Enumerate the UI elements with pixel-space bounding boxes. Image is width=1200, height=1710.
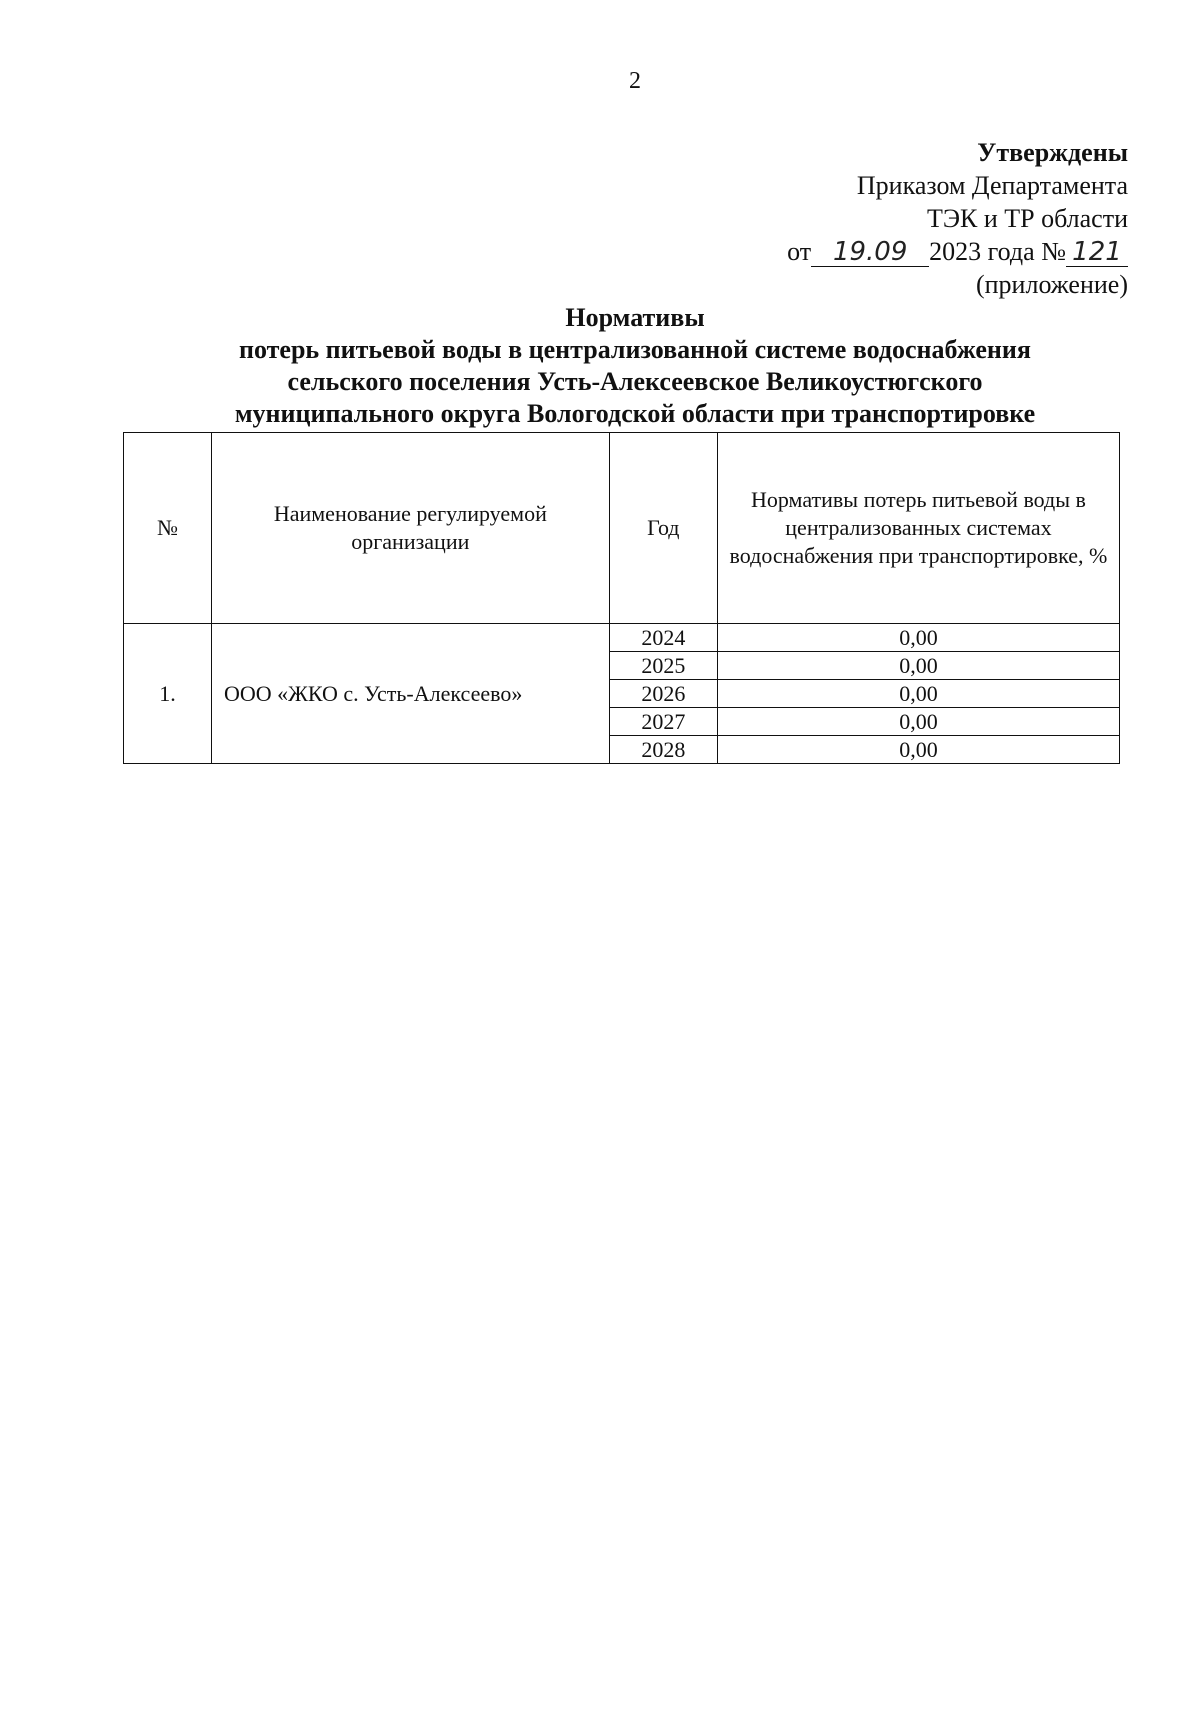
- document-heading: [120, 302, 1150, 430]
- approval-note: (приложение): [975, 270, 1128, 299]
- value-cell: 0,00: [717, 708, 1119, 736]
- table-header-row: [124, 433, 1120, 624]
- handwritten-number: 121: [1066, 238, 1128, 267]
- header-year: Год: [609, 433, 717, 624]
- entry-number: 1.: [124, 624, 212, 764]
- approval-title: Утверждены: [977, 138, 1128, 167]
- approval-line-2: ТЭК и ТР области: [926, 204, 1128, 233]
- subtitle-line-1: потерь питьевой воды в централизованной системе водоснабжения: [239, 335, 1031, 364]
- value-cell: 0,00: [717, 736, 1119, 764]
- value-cell: 0,00: [717, 624, 1119, 652]
- header-organization: Наименование регулируемой организации: [211, 433, 609, 624]
- header-number: №: [124, 433, 212, 624]
- date-prefix: от: [787, 237, 812, 266]
- loss-norms-table: [123, 432, 1120, 764]
- subtitle-line-2: сельского поселения Усть-Алексеевское Великоустюгского: [287, 367, 983, 396]
- value-cell: 0,00: [717, 652, 1119, 680]
- table-row: [124, 624, 1120, 652]
- year-text: 2023 года №: [929, 237, 1066, 266]
- approval-line-1: Приказом Департамента: [856, 171, 1128, 200]
- approval-date-line: [787, 235, 1128, 268]
- year-cell: 2024: [609, 624, 717, 652]
- year-cell: 2025: [609, 652, 717, 680]
- approval-block: [787, 136, 1128, 301]
- year-cell: 2026: [609, 680, 717, 708]
- value-cell: 0,00: [717, 680, 1119, 708]
- year-cell: 2028: [609, 736, 717, 764]
- year-cell: 2027: [609, 708, 717, 736]
- header-loss-norm: Нормативы потерь питьевой воды в централизованных системах водоснабжения при транспортировке, %: [717, 433, 1119, 624]
- document-title: Нормативы: [565, 303, 705, 332]
- subtitle-line-3: муниципального округа Вологодской области при транспортировке: [234, 399, 1036, 428]
- page-number: 2: [629, 68, 641, 94]
- entry-organization: ООО «ЖКО с. Усть-Алексеево»: [211, 624, 609, 764]
- handwritten-date: 19.09: [811, 238, 929, 267]
